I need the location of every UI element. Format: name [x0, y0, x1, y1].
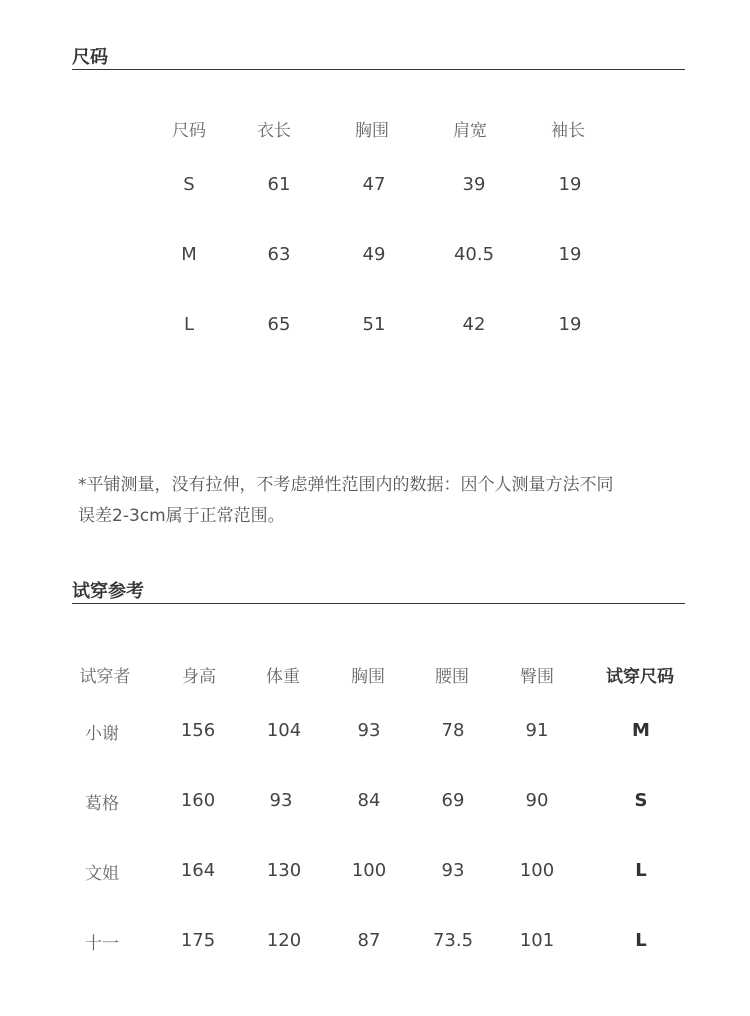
length-cell: 61	[267, 174, 291, 195]
weight-cell: 93	[269, 790, 293, 811]
chest-cell: 93	[357, 720, 381, 741]
try-on-title: 试穿参考	[72, 581, 144, 602]
header-hips: 臀围	[520, 667, 554, 687]
header-shoulder: 肩宽	[453, 121, 487, 141]
waist-cell: 78	[441, 720, 465, 741]
chest-cell: 49	[362, 244, 386, 265]
length-cell: 63	[267, 244, 291, 265]
weight-cell: 130	[266, 860, 302, 881]
sleeve-cell: 19	[558, 314, 582, 335]
tester-name: 葛格	[85, 794, 119, 814]
weight-cell: 120	[266, 930, 302, 951]
hips-cell: 100	[519, 860, 555, 881]
chest-cell: 84	[357, 790, 381, 811]
header-sleeve: 袖长	[551, 121, 585, 141]
height-cell: 156	[180, 720, 216, 741]
waist-cell: 73.5	[432, 930, 474, 951]
hips-cell: 90	[525, 790, 549, 811]
size-cell: L	[183, 314, 195, 335]
height-cell: 160	[180, 790, 216, 811]
chest-cell: 100	[351, 860, 387, 881]
tester-name: 文姐	[85, 864, 119, 884]
length-cell: 65	[267, 314, 291, 335]
header-size: 尺码	[172, 121, 206, 141]
try-on-size-cell: L	[635, 930, 647, 951]
sleeve-cell: 19	[558, 174, 582, 195]
size-cell: S	[183, 174, 195, 195]
shoulder-cell: 40.5	[453, 244, 495, 265]
tester-name: 小谢	[85, 724, 119, 744]
header-tester: 试穿者	[79, 667, 131, 687]
header-height: 身高	[182, 667, 216, 687]
waist-cell: 93	[441, 860, 465, 881]
chest-cell: 87	[357, 930, 381, 951]
try-on-size-cell: S	[634, 790, 648, 811]
header-chest: 胸围	[351, 667, 385, 687]
size-chart-divider	[72, 69, 685, 70]
try-on-size-cell: M	[632, 720, 650, 741]
hips-cell: 101	[519, 930, 555, 951]
hips-cell: 91	[525, 720, 549, 741]
try-on-divider	[72, 603, 685, 604]
header-weight: 体重	[266, 667, 300, 687]
header-try-on-size: 试穿尺码	[606, 667, 674, 687]
size-cell: M	[181, 244, 197, 265]
measurement-note	[78, 470, 698, 532]
header-waist: 腰围	[435, 667, 469, 687]
sleeve-cell: 19	[558, 244, 582, 265]
header-length: 衣长	[257, 121, 291, 141]
size-chart-title: 尺码	[72, 47, 108, 68]
header-chest: 胸围	[355, 121, 389, 141]
chest-cell: 47	[362, 174, 386, 195]
tester-name: 十一	[85, 934, 119, 954]
weight-cell: 104	[266, 720, 302, 741]
shoulder-cell: 39	[462, 174, 486, 195]
height-cell: 175	[180, 930, 216, 951]
measurement-note-line-2: 误差2-3cm属于正常范围。	[78, 506, 285, 526]
shoulder-cell: 42	[462, 314, 486, 335]
measurement-note-line-1: *平铺测量，没有拉伸，不考虑弹性范围内的数据：因个人测量方法不同	[78, 475, 614, 495]
try-on-size-cell: L	[635, 860, 647, 881]
height-cell: 164	[180, 860, 216, 881]
chest-cell: 51	[362, 314, 386, 335]
waist-cell: 69	[441, 790, 465, 811]
